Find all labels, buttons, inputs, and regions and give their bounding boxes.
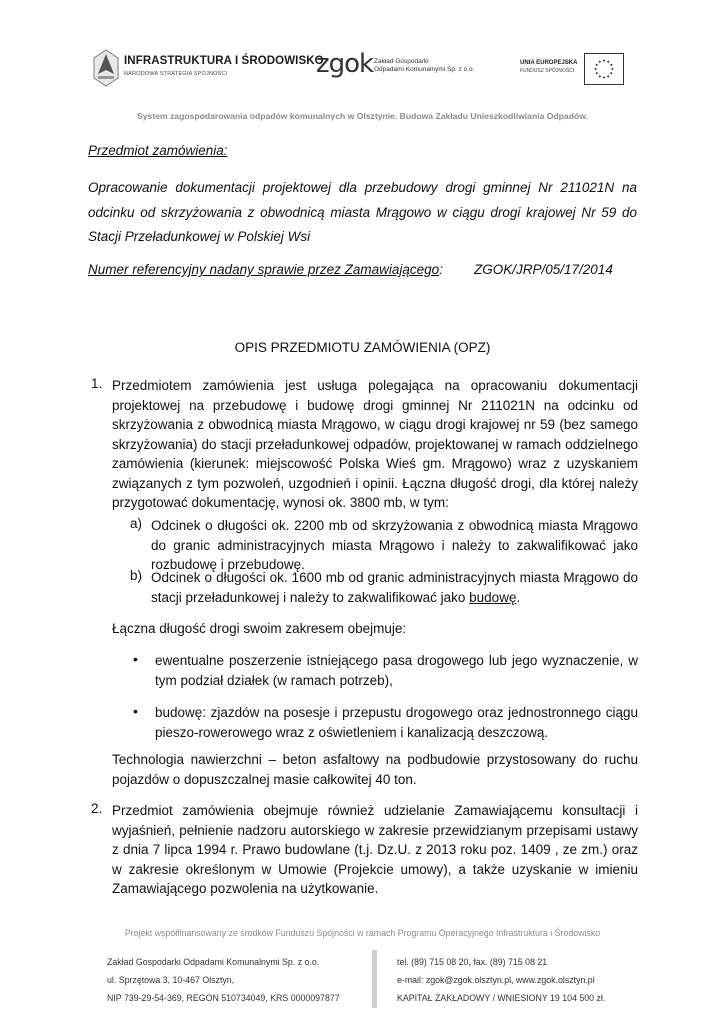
bullet-item-2: budowę: zjazdów na posesje i przepustu drogowego oraz jednostronnego ciągu pieszo-rowerowego wraz z oświetleniem i kanalizacją deszczową. — [155, 705, 638, 740]
footer-cofinancing-note: Projekt współfinansowany ze środków Funduszu Spójności w ramach Programu Operacyjnego Infrastruktura i Środowisko — [124, 928, 601, 938]
sub-b-paragraph — [151, 568, 638, 607]
infrastruktura-emblem-icon — [92, 48, 120, 88]
sub-b-end: . — [516, 589, 521, 605]
sub-b-label: b) — [130, 568, 143, 583]
eu-logo-subtitle: FUNDUSZ SPÓJNOŚCI — [520, 68, 575, 74]
opz-title: OPIS PRZEDMIOTU ZAMÓWIENIA (OPZ) — [234, 340, 491, 355]
footer-company-info — [107, 953, 340, 1007]
item1-text: Przedmiotem zamówienia jest usługa polegająca na opracowaniu dokumentacji projektowej na przebudowę i budowę drogi gminnej Nr 211021N na odcinku od skrzyżowania z obwodnicą miasta Mrągowo, w ciągu drogi krajowej nr 59 (bez samego skrzyżowania) do stacji przeładunkowej odpadów, projektowanej w ramach oddzielnego zamówienia (kierunek: miejscowość Polska Wieś gm. Mrągowo) wraz z uzyskaniem związanych z tym pozwoleń, uzgodnień i opinii. Łączna długość drogi, dla której należy przygotować dokumentację, wynosi ok. 3800 mb, w tym: — [112, 378, 638, 510]
footer-contact-info — [397, 953, 605, 1007]
subject-text: Opracowanie dokumentacji projektowej dla przebudowy drogi gminnej Nr 211021N na odcinku od skrzyżowania z obwodnicą miasta Mrągowo w ciągu drogi krajowej Nr 59 do Stacji Przeładunkowej w Polskiej Wsi — [88, 180, 637, 244]
item1-number: 1. — [91, 376, 103, 391]
footer-divider — [372, 950, 377, 1008]
footer-capital: KAPITAŁ ZAKŁADOWY / WNIESIONY 19 104 500 zł. — [397, 993, 606, 1003]
header-logos — [0, 36, 725, 100]
zgok-logo-line1: Zakład Gospodarki — [374, 58, 429, 65]
infrastruktura-logo-title: INFRASTRUKTURA I ŚRODOWISKO — [124, 55, 324, 67]
eu-logo — [520, 53, 630, 93]
zgok-logo-line2: Odpadami Komunalnymi Sp. z o.o. — [374, 66, 475, 73]
reference-label: Numer referencyjny nadany sprawie przez Zamawiającego — [88, 262, 440, 277]
bullet-item-1: ewentualne poszerzenie istniejącego pasa drogowego lub jego wyznaczenie, w tym podział działek (w ramach potrzeb), — [155, 653, 638, 688]
infrastruktura-logo — [92, 48, 324, 90]
footer-phone: tel. (89) 715 08 20, fax. (89) 715 08 21 — [397, 957, 548, 967]
technology-text: Technologia nawierzchni – beton asfaltowy na podbudowie przystosowany do ruchu pojazdów o dopuszczalnej masie całkowitej 40 ton. — [112, 752, 638, 787]
footer-address: ul. Sprzętowa 3, 10-467 Olsztyn, — [107, 975, 235, 985]
footer-registration: NIP 739-29-54-369, REGON 510734049, KRS 0000097877 — [107, 993, 340, 1003]
total-length-heading: Łączna długość drogi swoim zakresem obejmuje: — [112, 621, 407, 636]
sub-a-text: Odcinek o długości ok. 2200 mb od skrzyżowania z obwodnicą miasta Mrągowo do granic administracyjnych miasta Mrągowo i należy to zakwalifikować jako rozbudowę i przebudowę. — [151, 518, 638, 572]
subject-heading: Przedmiot zamówienia: — [88, 143, 228, 158]
zgok-logo — [312, 50, 492, 90]
running-head: System zagospodarowania odpadów komunalnych w Olsztynie. Budowa Zakładu Unieszkodliwiania Odpadów. — [137, 111, 588, 121]
eu-logo-title: UNIA EUROPEJSKA — [520, 60, 578, 66]
item2-number: 2. — [91, 801, 103, 816]
reference-colon: : — [439, 262, 443, 277]
zgok-logo-word: zgok — [316, 49, 374, 79]
sub-a-label: a) — [130, 516, 143, 531]
reference-number: ZGOK/JRP/05/17/2014 — [474, 262, 613, 277]
item2-text: Przedmiot zamówienia obejmuje również udzielanie Zamawiającemu konsultacji i wyjaśnień, pełnienie nadzoru autorskiego w zakresie przewidzianym przepisami ustawy z dnia 7 lipca 1994 r. Prawo budowlane (t.j. Dz.U. z 2013 roku poz. 1409 , ze zm.) oraz w zakresie określonym w Umowie (Projekcie umowy), a także uzyskanie w imieniu Zamawiającego pozwolenia na użytkowanie. — [112, 803, 638, 896]
footer-company-name: Zakład Gospodarki Odpadami Komunalnymi Sp. z o.o. — [107, 957, 320, 967]
infrastruktura-logo-subtitle: NARODOWA STRATEGIA SPÓJNOŚCI — [124, 71, 228, 77]
bullet-icon: • — [133, 703, 138, 719]
sub-b-text: Odcinek o długości ok. 1600 mb od granic administracyjnych miasta Mrągowo do stacji przeładunkowej i należy to zakwalifikować jako — [151, 570, 638, 605]
bullet-icon: • — [133, 651, 138, 667]
zgok-logo-caption — [374, 58, 474, 74]
footer-email: e-mail: zgok@zgok.olsztyn.pl, www.zgok.olsztyn.pl — [397, 975, 595, 985]
reference-line — [88, 262, 648, 277]
eu-flag-icon — [584, 53, 624, 85]
sub-b-underlined: budowę — [469, 589, 517, 605]
